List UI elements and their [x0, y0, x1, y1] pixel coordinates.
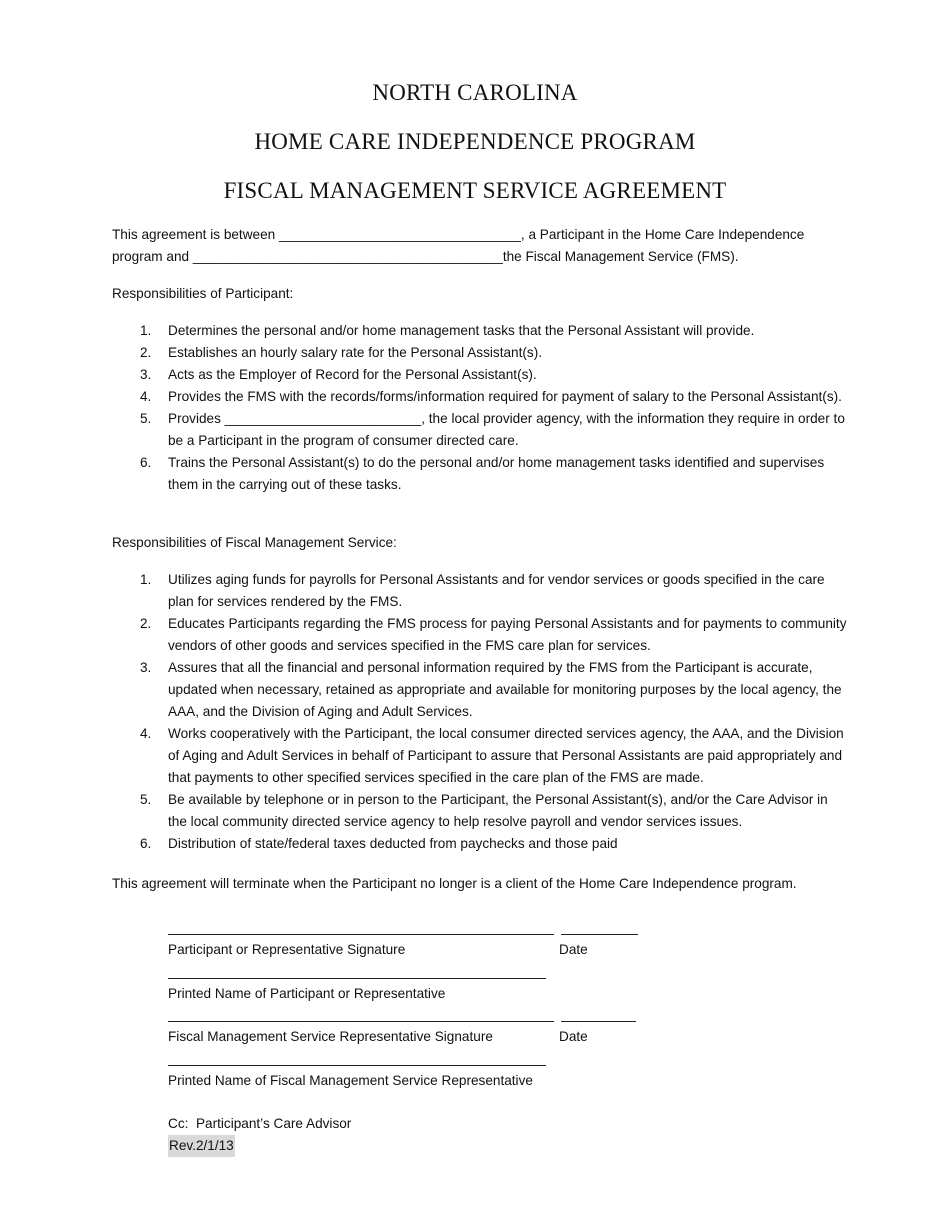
- list-number: 5.: [140, 411, 152, 426]
- participant-date-line[interactable]: [561, 934, 638, 935]
- list-number: 6.: [140, 455, 152, 470]
- title-program: HOME CARE INDEPENDENCE PROGRAM: [254, 129, 696, 154]
- list-item: [112, 342, 847, 364]
- fms-signature-line[interactable]: [168, 1021, 554, 1022]
- list-item: [112, 408, 847, 452]
- list-text: Educates Participants regarding the FMS process for paying Personal Assistants and for payments to community vendors of other goods and services specified in the FMS care plan for services.: [168, 616, 847, 653]
- fms-printed-name-line[interactable]: [168, 1065, 546, 1066]
- list-number: 5.: [140, 792, 152, 807]
- list-text: Works cooperatively with the Participant, the local consumer directed services agency, the AAA, and the Division of Aging and Adult Services in behalf of Participant to assure that Personal Assistants are paid appropriately and that payments to other specified services specified in the care plan of the FMS are made.: [168, 726, 844, 785]
- fms-printed-name-label: Printed Name of Fiscal Management Service Representative: [168, 1073, 533, 1088]
- list-text: Be available by telephone or in person to the Participant, the Personal Assistant(s), and/or the Care Advisor in the local community directed service agency to help resolve payroll and vendor services issues.: [168, 792, 828, 829]
- list-item: [112, 364, 847, 386]
- list-text: Trains the Personal Assistant(s) to do the personal and/or home management tasks identified and supervises them in the carrying out of these tasks.: [168, 455, 825, 492]
- list-item: [112, 657, 847, 723]
- list-item: [112, 452, 847, 496]
- cc-line: Cc: Participant’s Care Advisor: [168, 1116, 352, 1131]
- list-text: Acts as the Employer of Record for the Personal Assistant(s).: [168, 367, 537, 382]
- participant-signature-line[interactable]: [168, 934, 554, 935]
- list-text: Utilizes aging funds for payrolls for Personal Assistants and for vendor services or goods specified in the care plan for services rendered by the FMS.: [168, 572, 825, 609]
- participant-responsibilities-list: [112, 320, 847, 496]
- fms-signature-label: Fiscal Management Service Representative Signature: [168, 1029, 493, 1044]
- fms-heading: Responsibilities of Fiscal Management Service:: [112, 535, 397, 550]
- list-number: 1.: [140, 323, 152, 338]
- list-item: [112, 569, 847, 613]
- list-number: 2.: [140, 345, 152, 360]
- fms-date-label: Date: [559, 1029, 588, 1044]
- participant-printed-name-label: Printed Name of Participant or Representative: [168, 986, 446, 1001]
- list-text: Determines the personal and/or home management tasks that the Personal Assistant will provide.: [168, 323, 755, 338]
- fms-responsibilities-list: [112, 569, 847, 855]
- participant-date-label: Date: [559, 942, 588, 957]
- list-text: Assures that all the financial and personal information required by the FMS from the Participant is accurate, updated when necessary, retained as appropriate and available for monitoring purposes by the local agency, the AAA, and the Division of Aging and Adult Services.: [168, 660, 842, 719]
- list-number: 1.: [140, 572, 152, 587]
- participant-printed-name-line[interactable]: [168, 978, 546, 979]
- participant-signature-label: Participant or Representative Signature: [168, 942, 406, 957]
- list-item: [112, 723, 847, 789]
- list-text: Establishes an hourly salary rate for the Personal Assistant(s).: [168, 345, 543, 360]
- intro-part-2: program and _________________________________________the Fiscal Management Service (FMS).: [112, 249, 739, 264]
- title-state: NORTH CAROLINA: [372, 80, 578, 105]
- list-number: 4.: [140, 726, 152, 741]
- fms-date-line[interactable]: [561, 1021, 636, 1022]
- title-agreement: FISCAL MANAGEMENT SERVICE AGREEMENT: [223, 178, 727, 203]
- list-item: [112, 320, 847, 342]
- termination-statement: This agreement will terminate when the Participant no longer is a client of the Home Care Independence program.: [112, 876, 797, 891]
- intro-part-1: This agreement is between ________________________________, a Participant in the Home Care Independence: [112, 227, 805, 242]
- participant-heading: Responsibilities of Participant:: [112, 286, 294, 301]
- list-number: 6.: [140, 836, 152, 851]
- revision-date: Rev.2/1/13: [168, 1135, 235, 1157]
- list-item: [112, 613, 847, 657]
- list-text: Distribution of state/federal taxes deducted from paychecks and those paid: [168, 836, 618, 851]
- list-item: [112, 833, 847, 855]
- list-number: 2.: [140, 616, 152, 631]
- list-item: [112, 386, 847, 408]
- intro-paragraph: [112, 224, 847, 268]
- list-number: 3.: [140, 660, 152, 675]
- list-number: 3.: [140, 367, 152, 382]
- list-text: Provides __________________________, the local provider agency, with the information they require in order to be a Participant in the program of consumer directed care.: [168, 411, 845, 448]
- list-text: Provides the FMS with the records/forms/information required for payment of salary to the Personal Assistant(s).: [168, 389, 842, 404]
- list-number: 4.: [140, 389, 152, 404]
- list-item: [112, 789, 847, 833]
